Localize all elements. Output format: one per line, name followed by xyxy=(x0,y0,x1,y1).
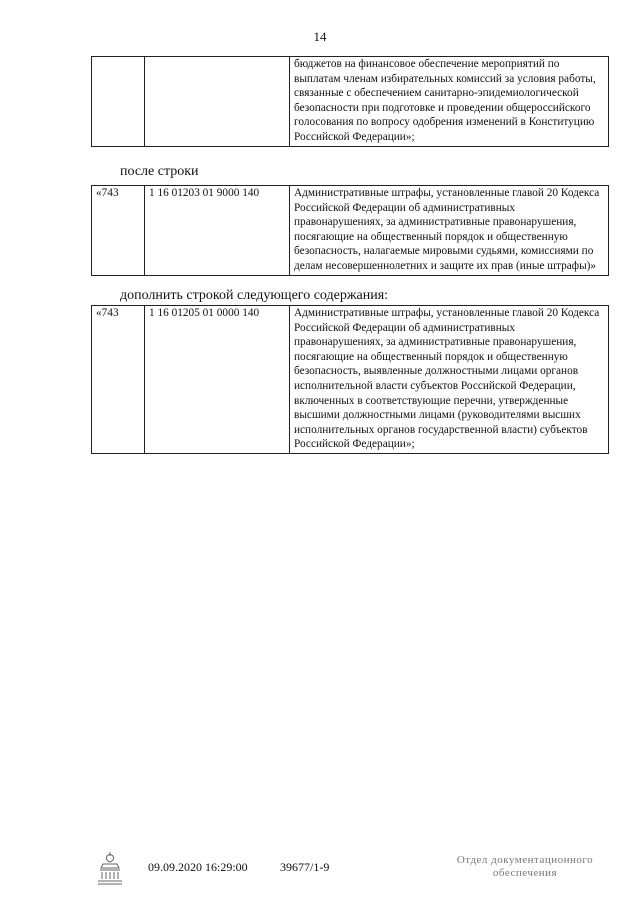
table-row xyxy=(92,57,609,147)
cell-code: «743 xyxy=(92,186,145,276)
cell-classifier-code: 1 16 01205 01 0000 140 xyxy=(145,306,290,454)
cell-description: бюджетов на финансовое обеспечение мероприятий по выплатам членам избирательных комиссий за условия работы, связанные с обеспечением санитарно-эпидемиологической безопасности при подготовке и проведении общероссийского голосования по вопросу одобрения изменений в Конституцию Российской Федерации»; xyxy=(290,57,609,147)
registration-number: 39677/1-9 xyxy=(280,860,330,874)
cell-code xyxy=(92,57,145,147)
cell-description: Административные штрафы, установленные главой 20 Кодекса Российской Федерации об административных правонарушениях, за административные правонарушения, посягающие на общественный порядок и общественную безопасность, выявленные должностными лицами органов исполнительной власти субъектов Российской Федерации, включенных в соответствующие перечни, утвержденные высшими должностными лицами (руководителями высших исполнительных органов государственной власти) субъектов Российской Федерации»; xyxy=(290,306,609,454)
cell-classifier-code xyxy=(145,57,290,147)
stamp-line-2: обеспечения xyxy=(492,867,558,879)
table-row xyxy=(92,306,609,454)
department-stamp xyxy=(440,854,610,880)
page-number: 14 xyxy=(313,29,327,44)
table-continued xyxy=(91,56,609,147)
cell-classifier-code: 1 16 01203 01 9000 140 xyxy=(145,186,290,276)
instruction-after-row: после строки xyxy=(120,164,199,179)
cell-code: «743 xyxy=(92,306,145,454)
emblem-seal-icon xyxy=(95,848,125,888)
stamp-line-1: Отдел документационного xyxy=(456,854,594,866)
table-new-row xyxy=(91,305,609,454)
registration-datetime: 09.09.2020 16:29:00 xyxy=(148,860,248,874)
table-row xyxy=(92,186,609,276)
table-existing-row xyxy=(91,185,609,276)
instruction-add-row: дополнить строкой следующего содержания: xyxy=(120,288,389,303)
cell-description: Административные штрафы, установленные главой 20 Кодекса Российской Федерации об административных правонарушениях, за административные правонарушения, посягающие на общественный порядок и общественную безопасность, налагаемые мировыми судьями, комиссиями по делам несовершеннолетних и защите их прав (иные штрафы)» xyxy=(290,186,609,276)
